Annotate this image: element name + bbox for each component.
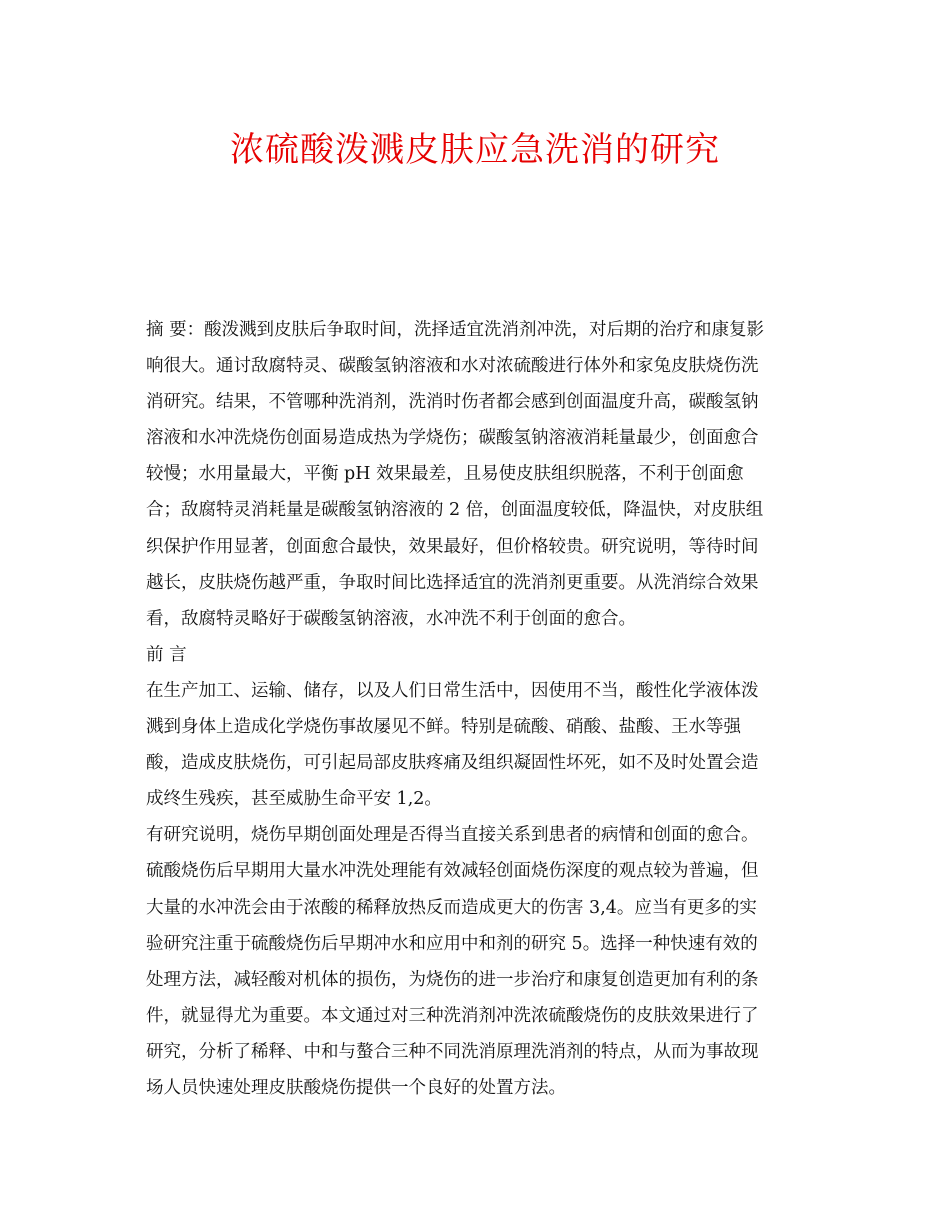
document-body	[146, 312, 806, 1106]
paragraph-line: 硫酸烧伤后早期用大量水冲洗处理能有效减轻创面烧伤深度的观点较为普遍，但	[146, 861, 759, 882]
paragraph-line: 场人员快速处理皮肤酸烧伤提供一个良好的处置方法。	[146, 1077, 566, 1098]
paragraph-line: 验研究注重于硫酸烧伤后早期冲水和应用中和剂的研究 5。选择一种快速有效的	[146, 933, 758, 954]
abstract-paragraph	[146, 312, 806, 637]
abstract-line: 较慢；水用量最大，平衡 pH 效果最差，且易使皮肤组织脱落，不利于创面愈	[146, 464, 744, 485]
paragraph-line: 酸，造成皮肤烧伤，可引起局部皮肤疼痛及组织凝固性坏死，如不及时处置会造	[146, 753, 759, 774]
abstract-line: 响很大。通讨敌腐特灵、碳酸氢钠溶液和水对浓硫酸进行体外和家兔皮肤烧伤洗	[146, 356, 759, 377]
abstract-line: 合；敌腐特灵消耗量是碳酸氢钠溶液的 2 倍，创面温度较低，降温快，对皮肤组	[146, 500, 764, 521]
abstract-line: 越长，皮肤烧伤越严重，争取时间比选择适宜的洗消剂更重要。从洗消综合效果	[146, 572, 759, 593]
abstract-line: 溶液和水冲洗烧伤创面易造成热为学烧伤；碳酸氢钠溶液消耗量最少，创面愈合	[146, 428, 759, 449]
paragraph-line: 研究，分析了稀释、中和与螯合三种不同洗消原理洗消剂的特点，从而为事故现	[146, 1041, 759, 1062]
paragraph-line: 处理方法，减轻酸对机体的损伤，为烧伤的进一步治疗和康复创造更加有利的条	[146, 969, 759, 990]
preface-heading-text: 前 言	[146, 644, 187, 665]
paragraph-line: 大量的水冲洗会由于浓酸的稀释放热反而造成更大的伤害 3,4。应当有更多的实	[146, 897, 757, 918]
paragraph-line: 在生产加工、运输、储存，以及人们日常生活中，因使用不当，酸性化学液体泼	[146, 680, 759, 701]
intro-paragraph-2	[146, 817, 806, 1106]
abstract-line: 织保护作用显著，创面愈合最快，效果最好，但价格较贵。研究说明，等待时间	[146, 536, 759, 557]
intro-paragraph-1	[146, 673, 806, 817]
paragraph-line: 件，就显得尤为重要。本文通过对三种洗消剂冲洗浓硫酸烧伤的皮肤效果进行了	[146, 1005, 759, 1026]
abstract-line: 看，敌腐特灵略好于碳酸氢钠溶液，水冲洗不利于创面的愈合。	[146, 608, 636, 629]
abstract-line: 摘 要：酸泼溅到皮肤后争取时间，洗择适宜洗消剂冲洗，对后期的治疗和康复影	[146, 320, 765, 340]
document-title: 浓硫酸泼溅皮肤应急洗消的研究	[230, 130, 720, 170]
paragraph-line: 有研究说明，烧伤早期创面处理是否得当直接关系到患者的病情和创面的愈合。	[146, 825, 759, 846]
paragraph-line: 溅到身体上造成化学烧伤事故屡见不鲜。特别是硫酸、硝酸、盐酸、王水等强	[146, 717, 741, 738]
paragraph-line: 成终生残疾，甚至威胁生命平安 1,2。	[146, 789, 442, 810]
abstract-line: 消研究。结果，不管哪种洗消剂，洗消时伤者都会感到创面温度升高，碳酸氢钠	[146, 392, 759, 413]
preface-heading	[146, 637, 806, 673]
